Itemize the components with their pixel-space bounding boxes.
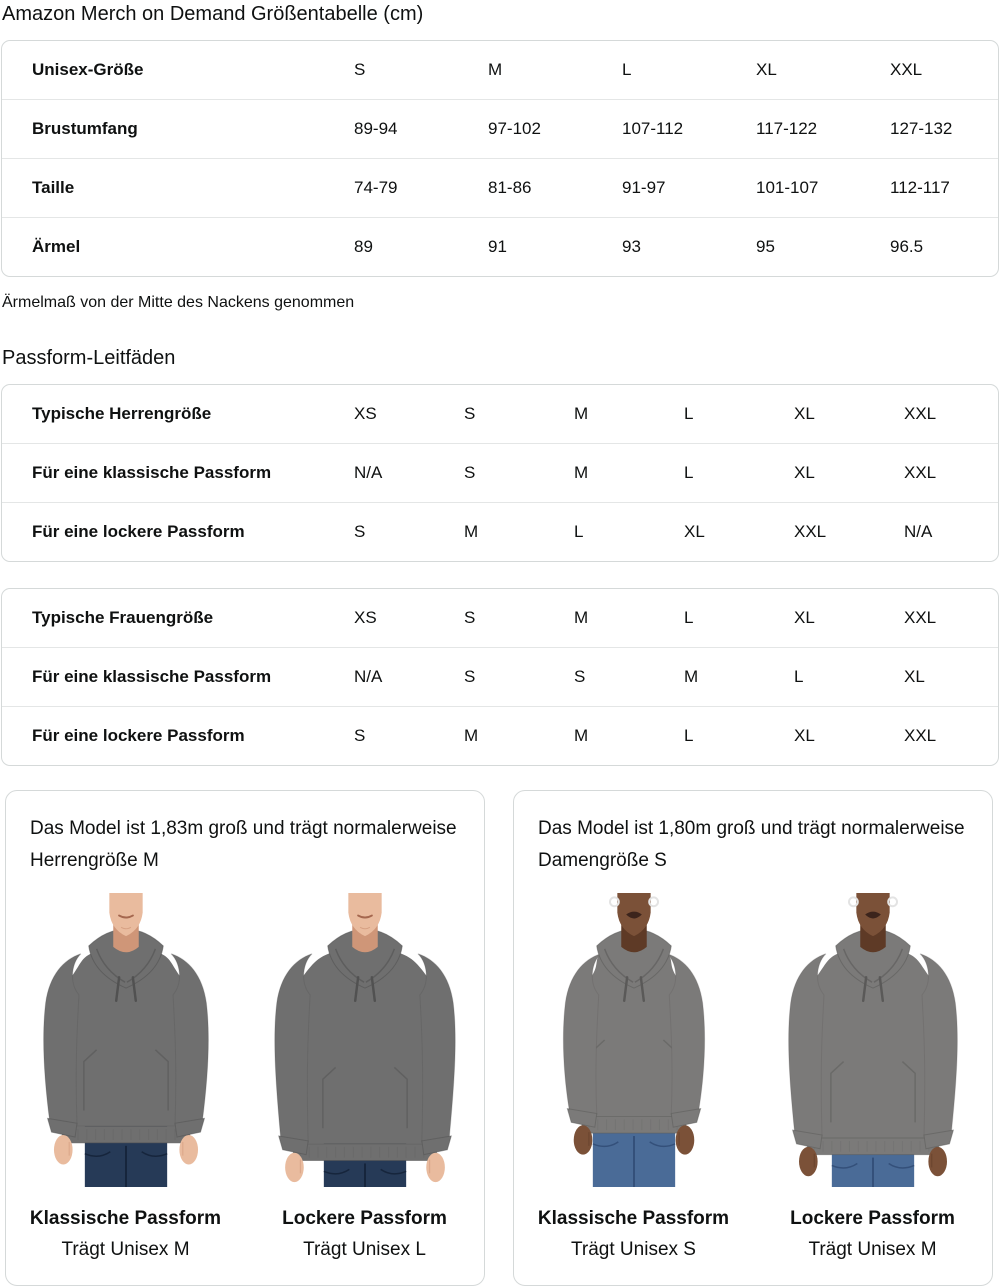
hoodie-model-illustration — [760, 893, 986, 1187]
hoodie-model-illustration — [252, 893, 478, 1187]
cell-value: S — [354, 726, 366, 745]
cell-value: N/A — [354, 444, 464, 503]
model-photo-womens-loose-fit — [760, 893, 986, 1187]
cell-value: S — [354, 41, 488, 100]
mens-fit-table-grid — [2, 385, 998, 561]
cell-value: M — [574, 385, 684, 444]
womens-figures-row — [514, 893, 992, 1261]
cell-value: S — [354, 522, 366, 541]
cell-value: N/A — [354, 648, 464, 707]
model-photo-mens-loose-fit — [252, 893, 478, 1187]
cell-value: M — [574, 444, 684, 503]
row-label: Brustumfang — [2, 100, 354, 159]
cell-value: 89-94 — [354, 100, 488, 159]
cell-value: L — [794, 648, 904, 707]
table-row — [2, 707, 998, 766]
cell-value: XXL — [904, 385, 998, 444]
cell-value: S — [464, 444, 574, 503]
cell-value: XXL — [904, 444, 998, 503]
table-row — [2, 159, 998, 218]
cell-value: S — [464, 589, 574, 648]
cell-value: 91 — [488, 237, 507, 256]
cell-value: 74-79 — [354, 159, 488, 218]
cell-value: 93 — [622, 237, 641, 256]
womens-model-description: Das Model ist 1,80m groß und trägt normalerweise Damengröße S — [538, 818, 965, 871]
model-photo-womens-classic-fit — [521, 893, 747, 1187]
cell-value: S — [464, 648, 574, 707]
cell-value: L — [684, 385, 794, 444]
row-label: Für eine klassische Passform — [2, 648, 354, 707]
model-figure — [6, 893, 245, 1261]
mens-model-card — [5, 790, 485, 1286]
table-row — [2, 218, 998, 277]
table-row — [2, 503, 998, 562]
cell-value: XL — [794, 726, 815, 745]
size-worn-label: Trägt Unisex M — [808, 1239, 937, 1260]
fit-label: Klassische Passform — [29, 1208, 222, 1229]
cell-value: XL — [794, 589, 904, 648]
unisex-size-table-grid — [2, 41, 998, 276]
row-label: Für eine lockere Passform — [32, 726, 245, 745]
fit-label: Lockere Passform — [282, 1208, 447, 1229]
cell-value: M — [684, 648, 794, 707]
cell-value: S — [464, 385, 574, 444]
size-worn-label: Trägt Unisex M — [61, 1239, 190, 1260]
table-row — [2, 589, 998, 648]
cell-value: 127-132 — [890, 100, 998, 159]
cell-value: S — [574, 648, 684, 707]
cell-value: XXL — [904, 726, 937, 745]
model-figure — [245, 893, 484, 1261]
cell-value: L — [574, 522, 584, 541]
cell-value: M — [464, 726, 479, 745]
cell-value: M — [488, 41, 622, 100]
cell-value: 112-117 — [890, 159, 998, 218]
cell-value: 107-112 — [622, 100, 756, 159]
cell-value: 96.5 — [890, 237, 924, 256]
cell-value: XS — [354, 385, 464, 444]
fit-label: Klassische Passform — [537, 1208, 730, 1229]
cell-value: 81-86 — [488, 159, 622, 218]
table-row — [2, 648, 998, 707]
cell-value: XXL — [794, 522, 827, 541]
size-worn-label: Trägt Unisex L — [303, 1239, 426, 1260]
model-figure — [514, 893, 753, 1261]
row-label: Unisex-Größe — [2, 41, 354, 100]
cell-value: 95 — [756, 237, 775, 256]
cell-value: XXL — [890, 41, 998, 100]
cell-value: L — [684, 589, 794, 648]
womens-model-card — [513, 790, 993, 1286]
cell-value: XS — [354, 589, 464, 648]
cell-value: XL — [684, 522, 705, 541]
model-cards-row — [5, 790, 993, 1286]
unisex-size-table — [1, 40, 999, 277]
fit-guides-heading: Passform-Leitfäden — [2, 347, 176, 369]
cell-value: M — [574, 589, 684, 648]
cell-value: 91-97 — [622, 159, 756, 218]
row-label: Für eine klassische Passform — [2, 444, 354, 503]
model-photo-mens-classic-fit — [13, 893, 239, 1187]
mens-figures-row — [6, 893, 484, 1261]
row-label: Typische Frauengröße — [2, 589, 354, 648]
cell-value: XXL — [904, 589, 998, 648]
cell-value: M — [574, 726, 589, 745]
row-label: Taille — [2, 159, 354, 218]
womens-fit-table-grid — [2, 589, 998, 765]
cell-value: L — [684, 444, 794, 503]
cell-value: 97-102 — [488, 100, 622, 159]
womens-fit-table — [1, 588, 999, 766]
cell-value: L — [622, 41, 756, 100]
mens-fit-table — [1, 384, 999, 562]
cell-value: XL — [794, 444, 904, 503]
hoodie-model-illustration — [521, 893, 747, 1187]
page-title: Amazon Merch on Demand Größentabelle (cm) — [2, 3, 424, 25]
cell-value: XL — [904, 648, 998, 707]
row-label: Ärmel — [32, 237, 81, 256]
size-worn-label: Trägt Unisex S — [571, 1239, 696, 1260]
table-row — [2, 385, 998, 444]
row-label: Typische Herrengröße — [2, 385, 354, 444]
cell-value: 117-122 — [756, 100, 890, 159]
hoodie-model-illustration — [13, 893, 239, 1187]
cell-value: M — [464, 522, 479, 541]
model-figure — [753, 893, 992, 1261]
mens-model-description: Das Model ist 1,83m groß und trägt normalerweise Herrengröße M — [30, 818, 457, 871]
row-label: Für eine lockere Passform — [32, 522, 245, 541]
table-row — [2, 41, 998, 100]
table-row — [2, 100, 998, 159]
cell-value: XL — [756, 41, 890, 100]
cell-value: 89 — [354, 237, 373, 256]
fit-label: Lockere Passform — [790, 1208, 955, 1229]
cell-value: L — [684, 726, 694, 745]
cell-value: 101-107 — [756, 159, 890, 218]
table-row — [2, 444, 998, 503]
cell-value: N/A — [904, 522, 933, 541]
cell-value: XL — [794, 385, 904, 444]
sleeve-measure-note: Ärmelmaß von der Mitte des Nackens genommen — [2, 294, 355, 311]
